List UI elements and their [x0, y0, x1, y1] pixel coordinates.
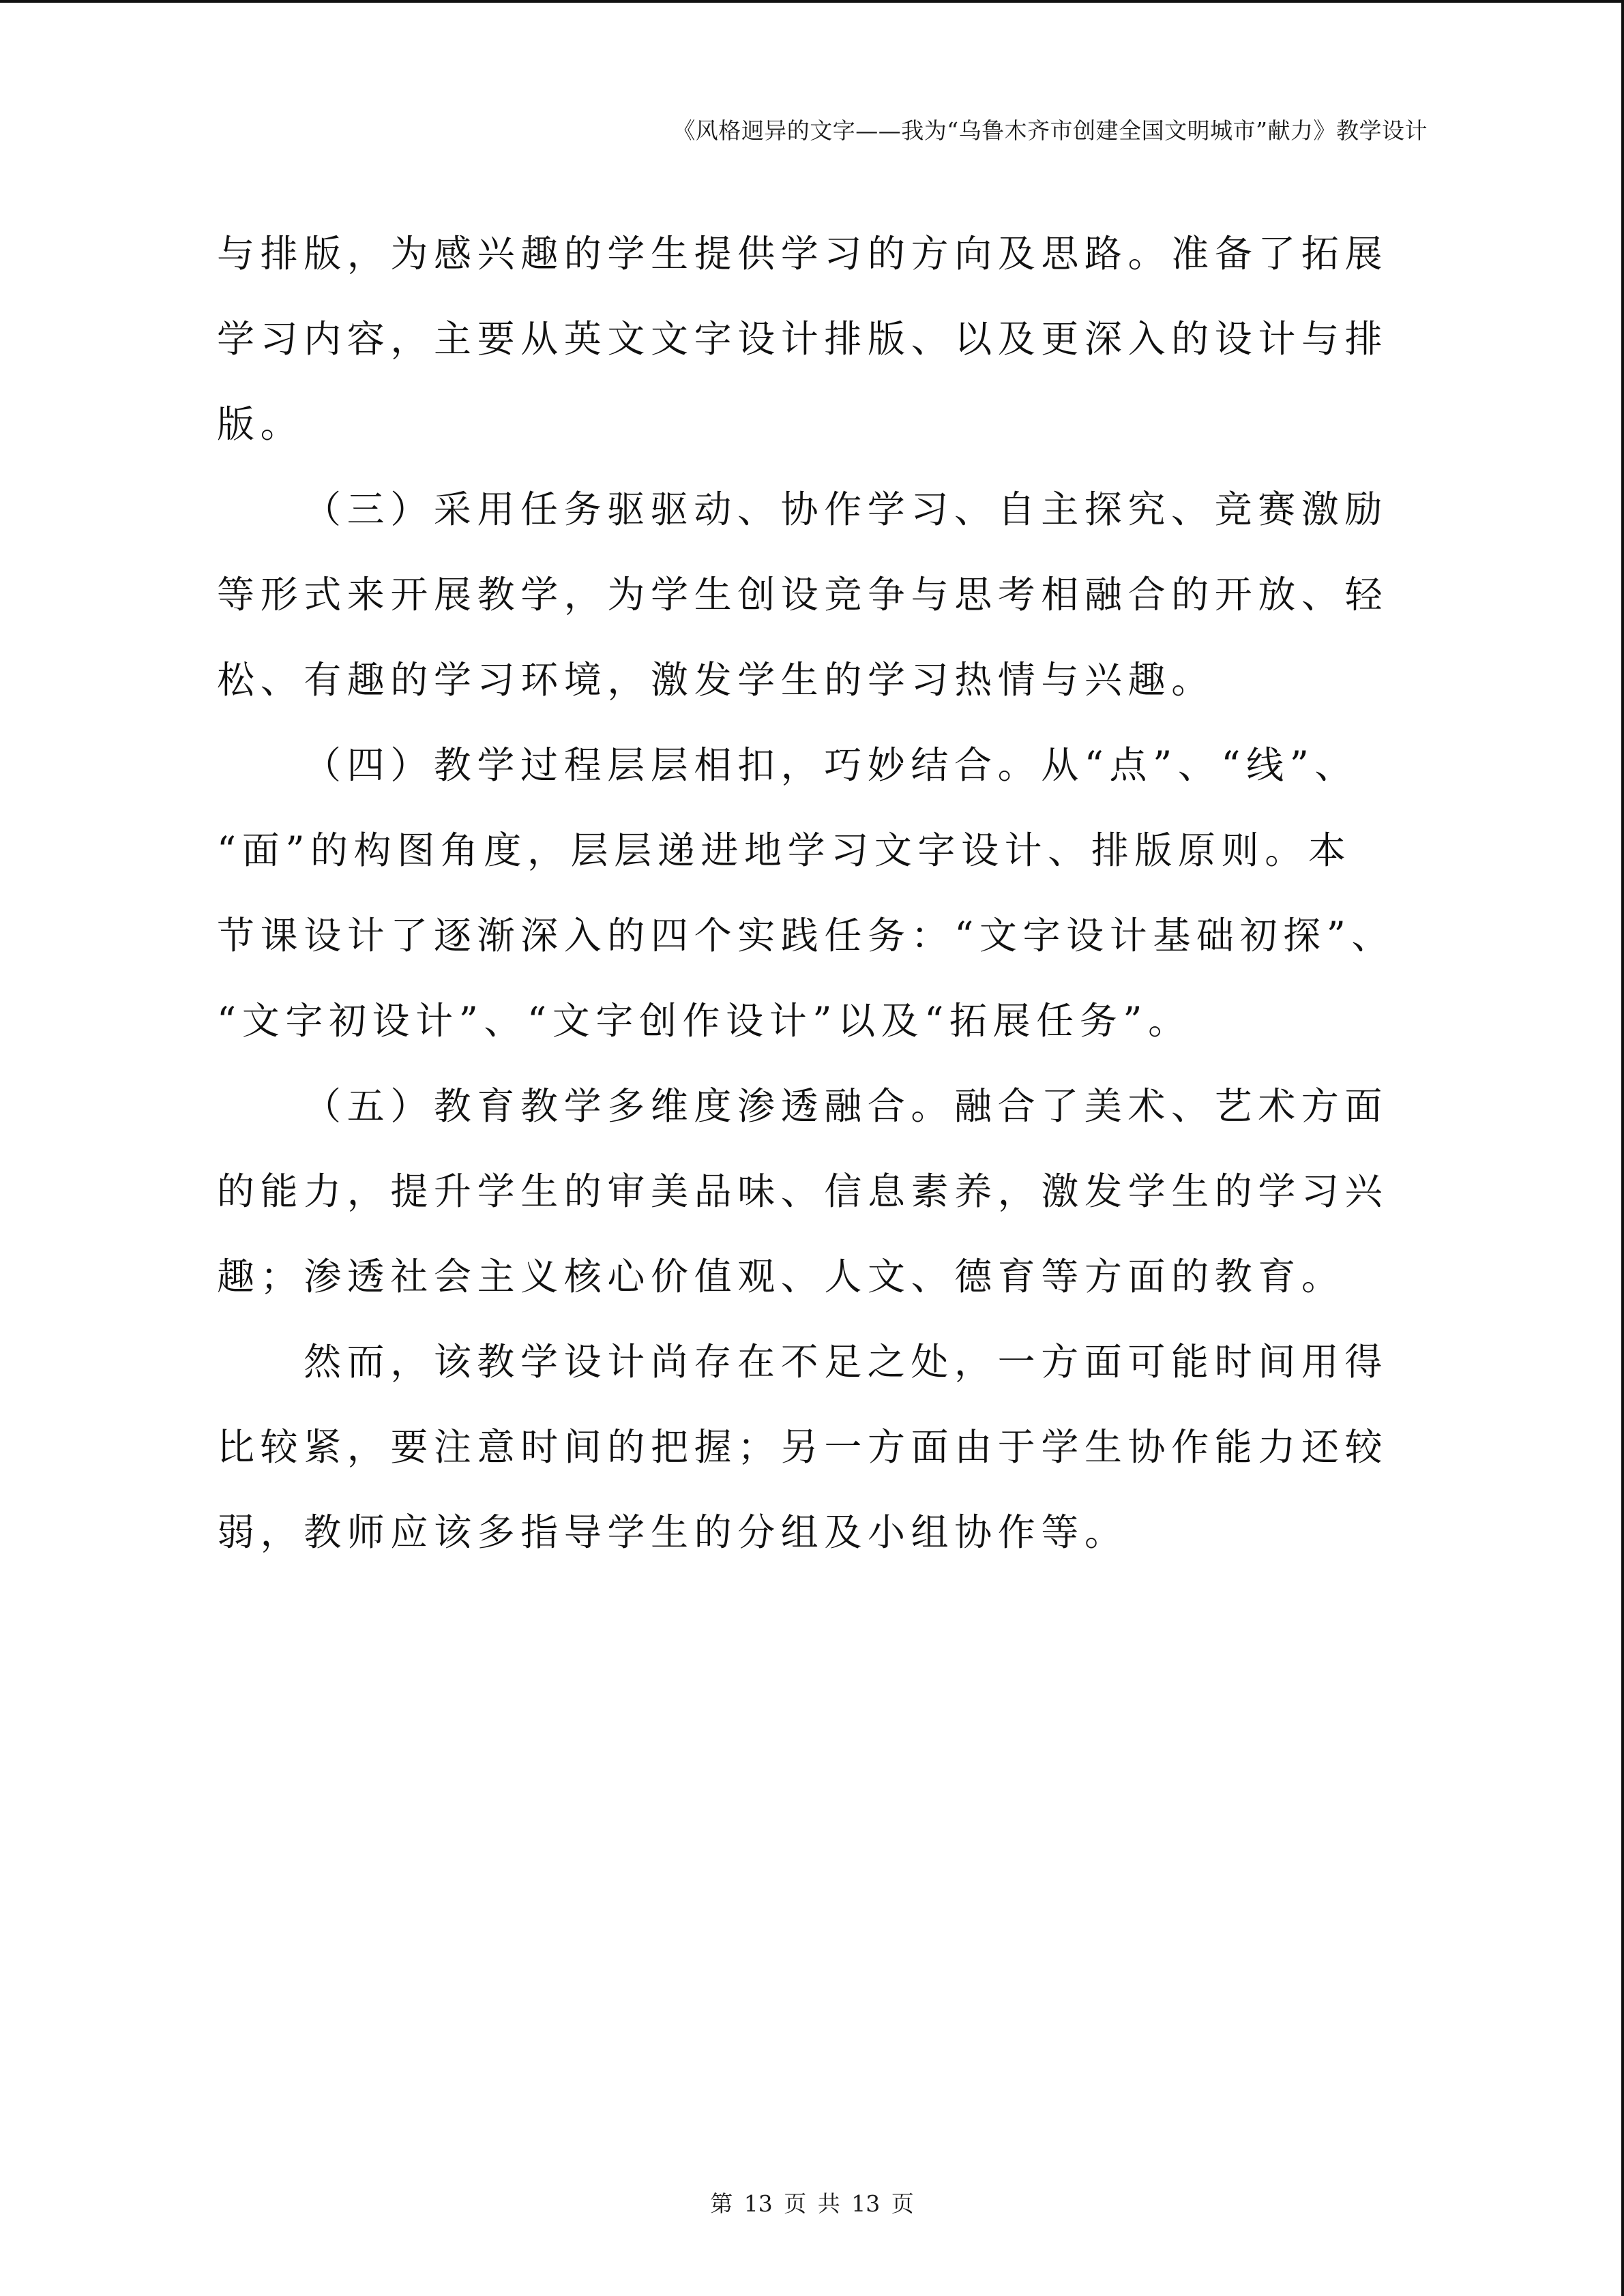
text-line: （四）教学过程层层相扣，巧妙结合。从“点”、“线”、	[304, 743, 1359, 787]
paragraph-reflection	[217, 1320, 1390, 1575]
text-line: （三）采用任务驱驱动、协作学习、自主探究、竞赛激励	[304, 488, 1389, 531]
text-line: 与排版，为感兴趣的学生提供学习的方向及思路。准备了拓展	[217, 232, 1389, 275]
text-line: 学习内容，主要从英文文字设计排版、以及更深入的设计与排	[217, 317, 1389, 361]
text-line: 比较紧，要注意时间的把握；另一方面由于学生协作能力还较	[217, 1425, 1389, 1469]
text-line: 等形式来开展教学，为学生创设竞争与思考相融合的开放、轻	[217, 573, 1389, 616]
document-body	[217, 211, 1396, 1575]
text-line: 节课设计了逐渐深入的四个实践任务：“文字设计基础初探”、	[217, 914, 1396, 957]
paragraph-continuation	[217, 211, 1390, 467]
text-line: 松、有趣的学习环境，激发学生的学习热情与兴趣。	[217, 658, 1215, 702]
running-header: 《风格迥异的文字——我为“乌鲁木齐市创建全国文明城市”献力》教学设计	[673, 117, 1428, 144]
paragraph-item-5	[217, 1064, 1390, 1320]
text-line: 的能力，提升学生的审美品味、信息素养，激发学生的学习兴	[217, 1169, 1389, 1213]
text-line: 然而，该教学设计尚存在不足之处，一方面可能时间用得	[304, 1340, 1389, 1384]
page-number-footer: 第 13 页 共 13 页	[710, 2190, 914, 2217]
text-line: 弱，教师应该多指导学生的分组及小组协作等。	[217, 1510, 1128, 1554]
text-line: 版。	[217, 402, 304, 446]
text-line: （五）教育教学多维度渗透融合。融合了美术、艺术方面	[304, 1084, 1389, 1128]
text-line: “文字初设计”、“文字创作设计”以及“拓展任务”。	[217, 999, 1192, 1043]
paragraph-item-4	[217, 723, 1396, 1064]
paragraph-item-3	[217, 467, 1390, 723]
text-line: “面”的构图角度，层层递进地学习文字设计、排版原则。本	[217, 829, 1352, 872]
text-line: 趣；渗透社会主义核心价值观、人文、德育等方面的教育。	[217, 1255, 1345, 1298]
